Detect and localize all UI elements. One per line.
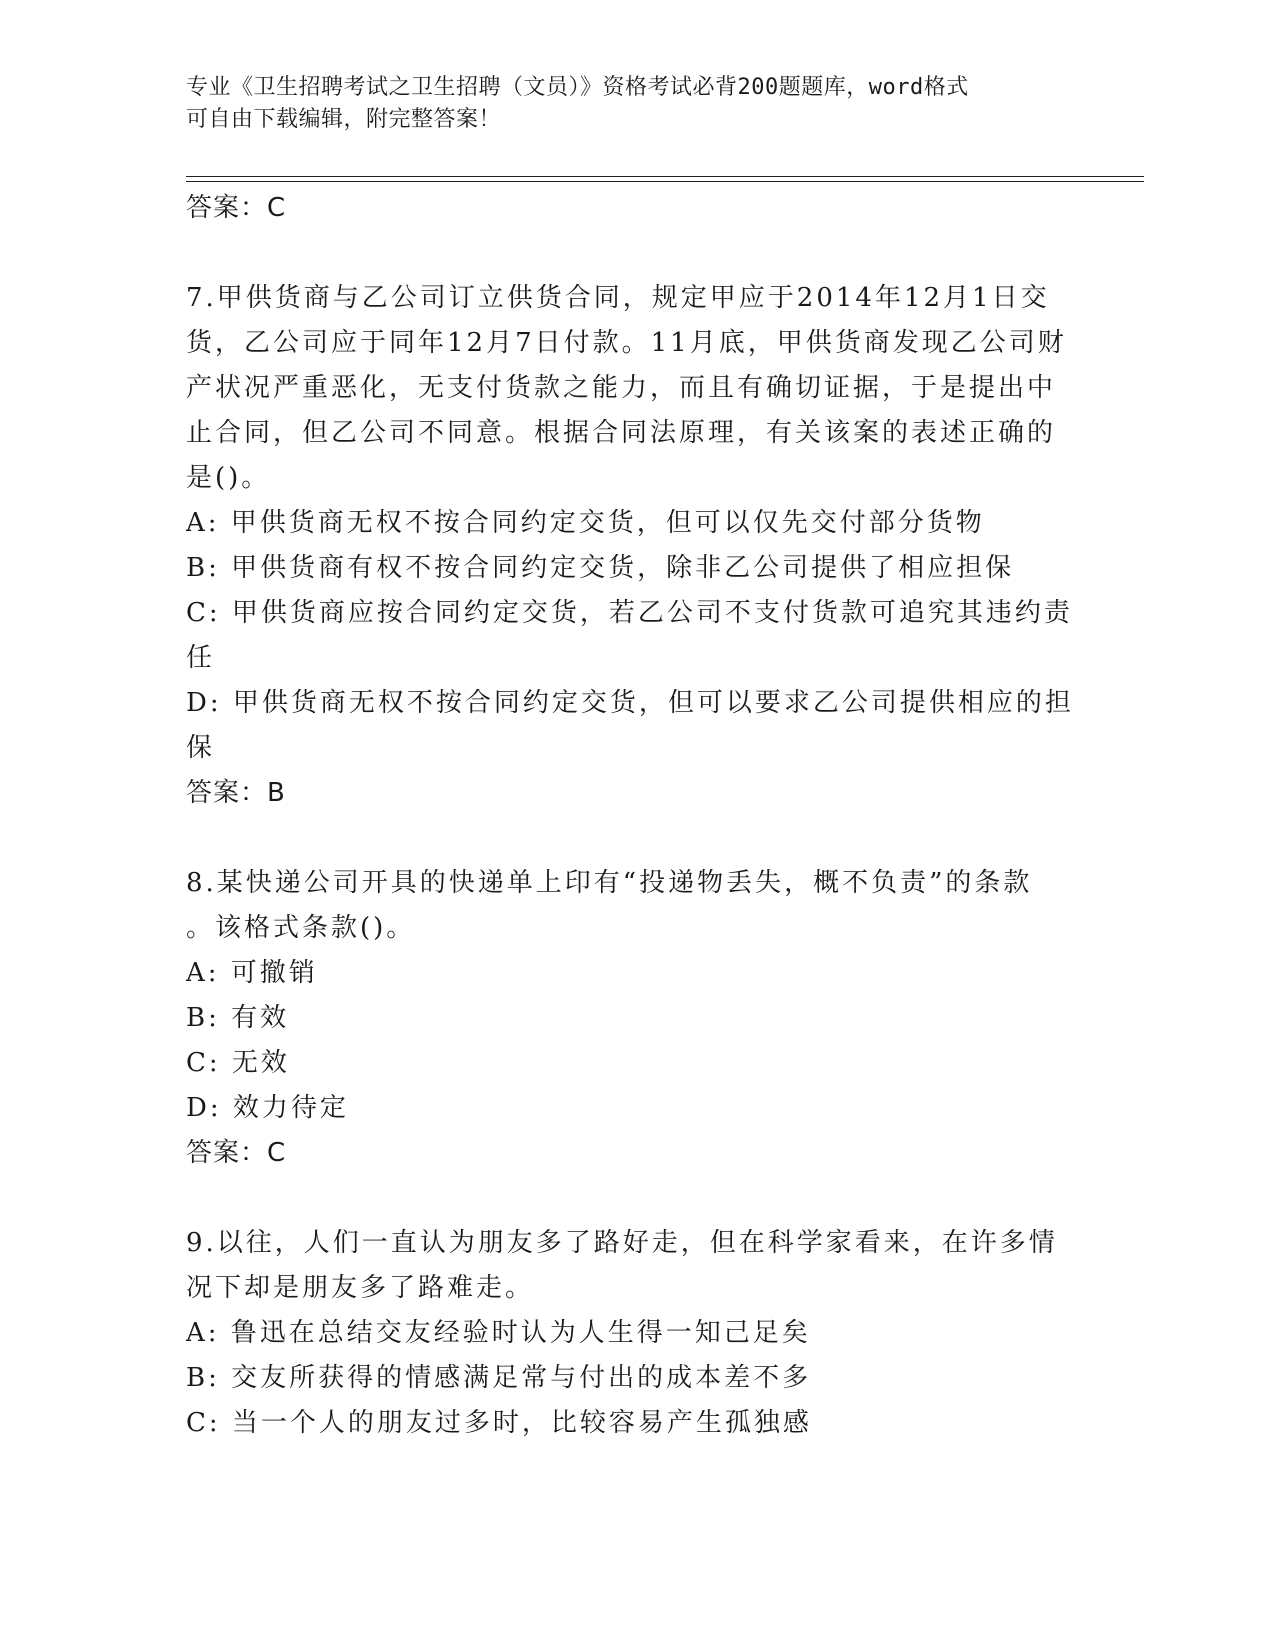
option-b: B: 甲供货商有权不按合同约定交货，除非乙公司提供了相应担保	[186, 553, 1015, 583]
page-header	[186, 72, 1066, 136]
question-stem-line: 止合同，但乙公司不同意。根据合同法原理，有关该案的表述正确的	[186, 418, 1057, 448]
option-b: B: 交友所获得的情感满足常与付出的成本差不多	[186, 1363, 812, 1393]
header-title-line-2: 可自由下载编辑，附完整答案！	[186, 107, 502, 132]
question-stem-line: 8.某快递公司开具的快递单上印有“投递物丢失，概不负责”的条款	[186, 868, 1033, 898]
header-title-line-1: 专业《卫生招聘考试之卫生招聘（文员）》资格考试必背200题题库，word格式	[186, 75, 969, 100]
question-stem-line: 。该格式条款()。	[186, 913, 416, 943]
spacer	[186, 231, 1086, 276]
question-stem-line: 货，乙公司应于同年12月7日付款。11月底，甲供货商发现乙公司财	[186, 328, 1067, 358]
option-c: C: 无效	[186, 1048, 290, 1078]
option-a: A: 可撤销	[186, 958, 318, 988]
spacer	[186, 1176, 1086, 1221]
option-c: C: 当一个人的朋友过多时，比较容易产生孤独感	[186, 1408, 812, 1438]
question-stem-line: 况下却是朋友多了路难走。	[186, 1273, 535, 1303]
question-content	[186, 186, 1086, 1446]
question-9	[186, 1221, 1086, 1446]
answer-label: 答案：B	[186, 778, 286, 808]
header-divider-top	[186, 176, 1144, 177]
question-7	[186, 276, 1086, 816]
option-d: D: 效力待定	[186, 1093, 349, 1123]
question-8	[186, 861, 1086, 1176]
option-d: D: 甲供货商无权不按合同约定交货，但可以要求乙公司提供相应的担	[186, 688, 1074, 718]
option-d-continued: 保	[186, 733, 216, 763]
question-stem-line: 7.甲供货商与乙公司订立供货合同，规定甲应于2014年12月1日交	[186, 283, 1050, 313]
spacer	[186, 816, 1086, 861]
option-c: C: 甲供货商应按合同约定交货，若乙公司不支付货款可追究其违约责	[186, 598, 1073, 628]
option-b: B: 有效	[186, 1003, 290, 1033]
option-c-continued: 任	[186, 643, 216, 673]
header-divider-bottom	[186, 181, 1144, 182]
answer-label: 答案：C	[186, 193, 287, 223]
question-stem-line: 是()。	[186, 463, 271, 493]
option-a: A: 甲供货商无权不按合同约定交货，但可以仅先交付部分货物	[186, 508, 985, 538]
question-stem-line: 产状况严重恶化，无支付货款之能力，而且有确切证据，于是提出中	[186, 373, 1057, 403]
option-a: A: 鲁迅在总结交友经验时认为人生得一知己足矣	[186, 1318, 811, 1348]
question-stem-line: 9.以往，人们一直认为朋友多了路好走，但在科学家看来，在许多情	[186, 1228, 1058, 1258]
answer-label: 答案：C	[186, 1138, 287, 1168]
